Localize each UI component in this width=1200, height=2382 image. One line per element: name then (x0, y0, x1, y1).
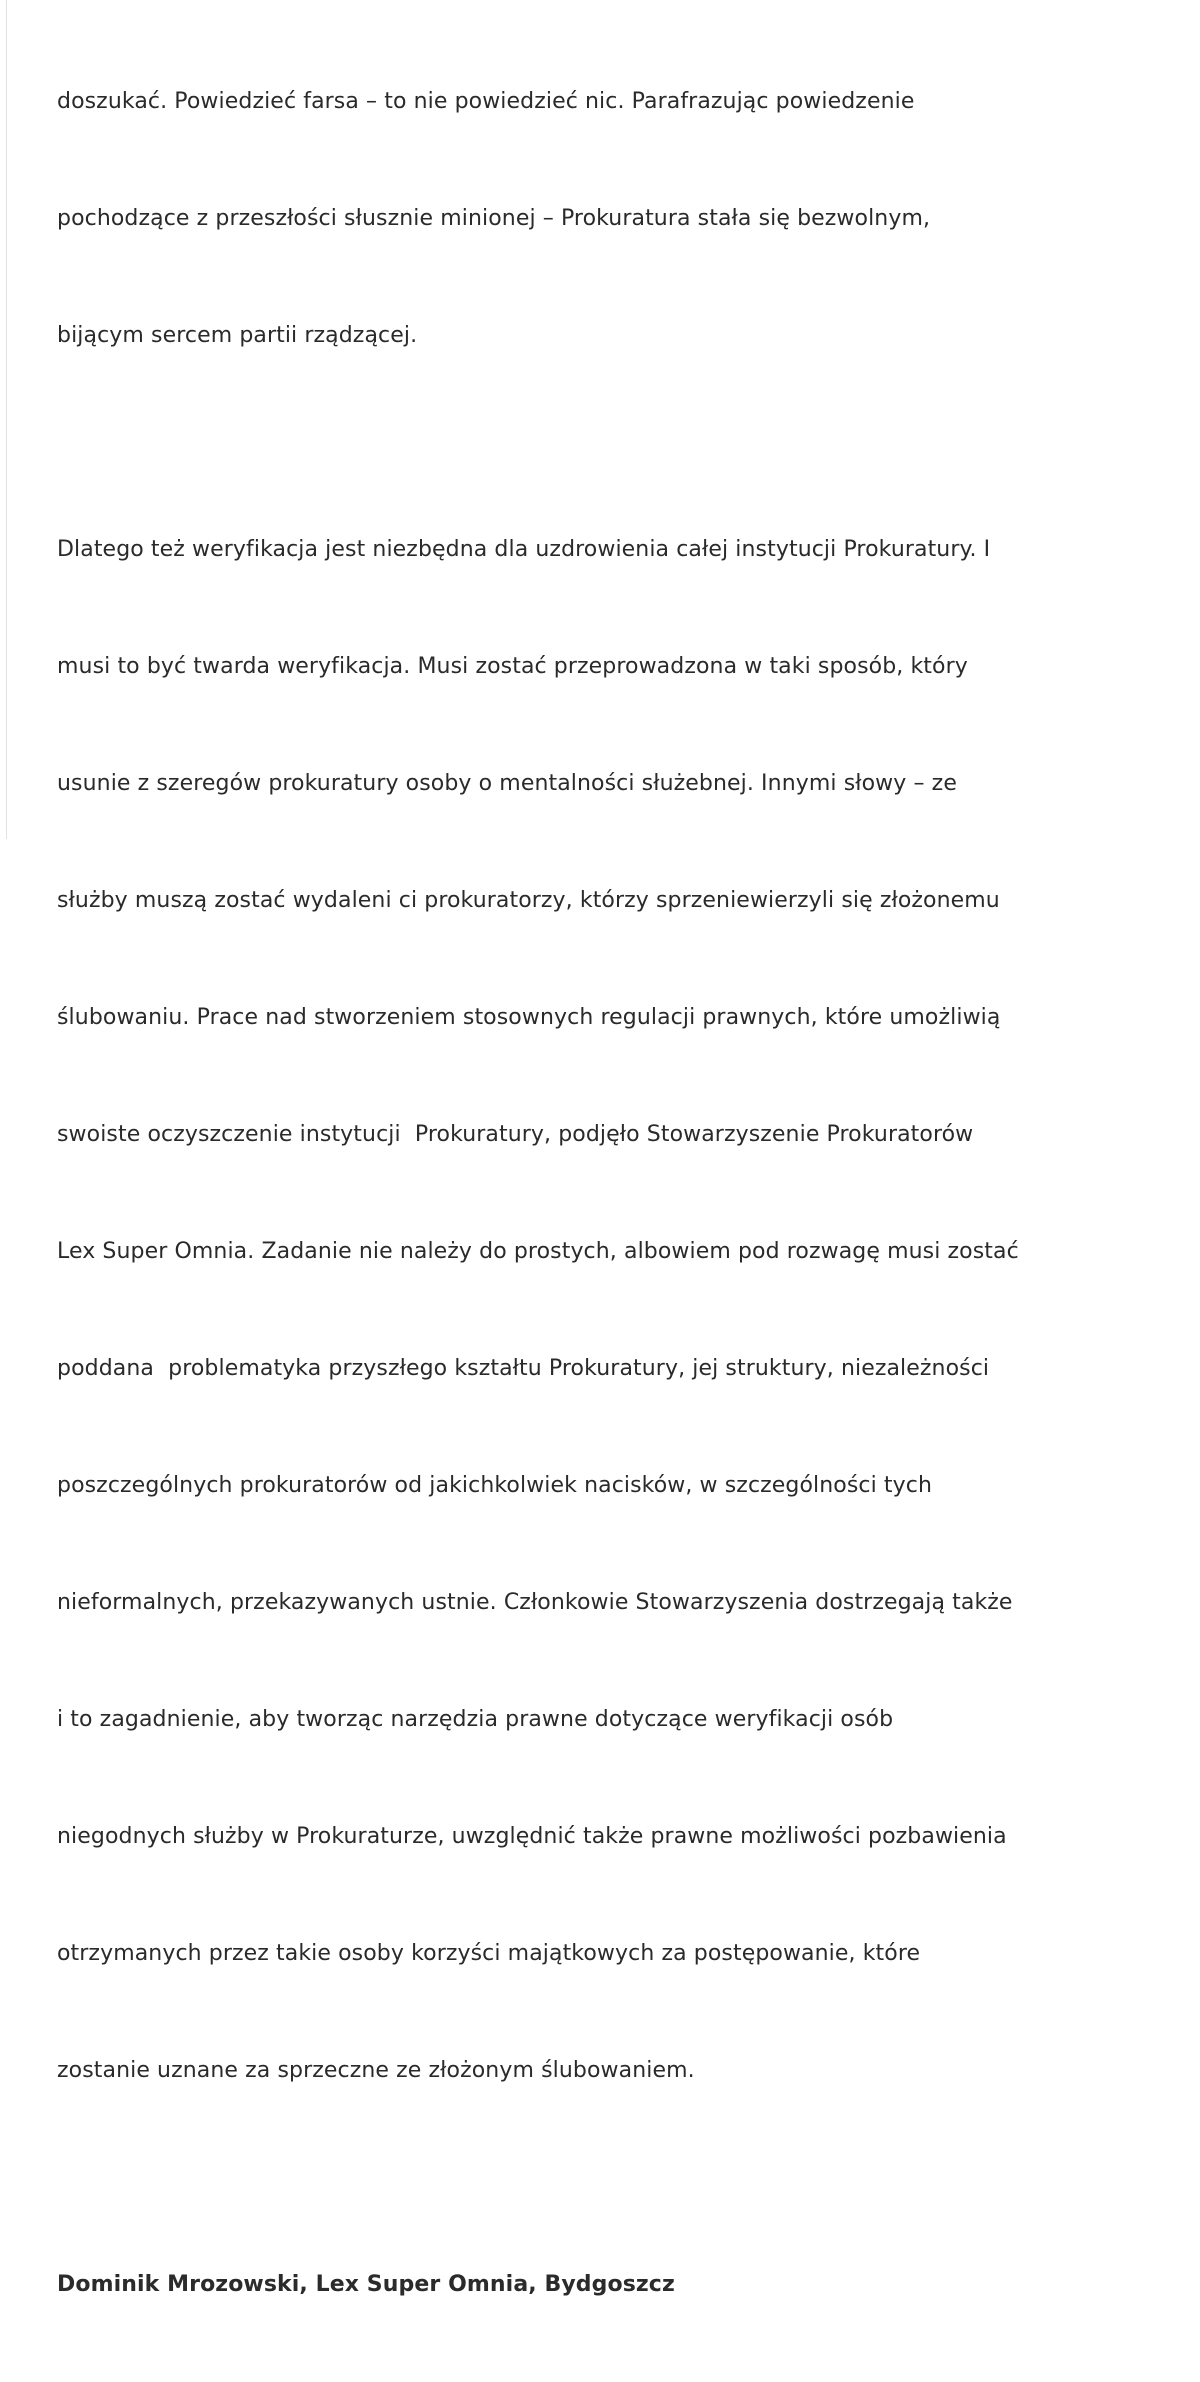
paragraph-2-line: niegodnych służby w Prokuraturze, uwzględnić także prawne możliwości pozbawienia (57, 1824, 1007, 1849)
paragraph-2 (57, 452, 1177, 2168)
paragraph-2-line: musi to być twarda weryfikacja. Musi zostać przeprowadzona w taki sposób, który (57, 654, 968, 679)
paragraph-2-line: usunie z szeregów prokuratury osoby o mentalności służebnej. Innymi słowy – ze (57, 771, 957, 796)
paragraph-1-line: pochodzące z przeszłości słusznie minionej – Prokuratura stała się bezwolnym, (57, 206, 931, 231)
content-left-border (6, 0, 7, 839)
paragraph-2-line: poddana problematyka przyszłego kształtu Prokuratury, jej struktury, niezależności (57, 1356, 990, 1381)
paragraph-1-line: doszukać. Powiedzieć farsa – to nie powiedzieć nic. Parafrazując powiedzenie (57, 89, 915, 114)
paragraph-2-line: Dlatego też weryfikacja jest niezbędna dla uzdrowienia całej instytucji Prokuratury. I (57, 537, 991, 562)
paragraph-2-line: nieformalnych, przekazywanych ustnie. Członkowie Stowarzyszenia dostrzegają także (57, 1590, 1013, 1615)
paragraph-2-line: i to zagadnienie, aby tworząc narzędzia prawne dotyczące weryfikacji osób (57, 1707, 894, 1732)
paragraph-2-line: zostanie uznane za sprzeczne ze złożonym ślubowaniem. (57, 2058, 695, 2083)
author-signature (57, 2187, 1177, 2382)
paragraph-2-line: otrzymanych przez takie osoby korzyści majątkowych za postępowanie, które (57, 1941, 921, 1966)
paragraph-2-line: Lex Super Omnia. Zadanie nie należy do prostych, albowiem pod rozwagę musi zostać (57, 1239, 1019, 1264)
paragraph-2-line: poszczególnych prokuratorów od jakichkolwiek nacisków, w szczególności tych (57, 1473, 933, 1498)
paragraph-2-line: ślubowaniu. Prace nad stworzeniem stosownych regulacji prawnych, które umożliwią (57, 1005, 1001, 1030)
article-body (57, 4, 1177, 2382)
author-signature-text: Dominik Mrozowski, Lex Super Omnia, Bydgoszcz (57, 2272, 675, 2297)
paragraph-2-line: swoiste oczyszczenie instytucji Prokuratury, podjęło Stowarzyszenie Prokuratorów (57, 1122, 974, 1147)
paragraph-1-line: bijącym sercem partii rządzącej. (57, 323, 418, 348)
paragraph-1 (57, 4, 1177, 433)
paragraph-2-line: służby muszą zostać wydaleni ci prokuratorzy, którzy sprzeniewierzyli się złożonemu (57, 888, 1000, 913)
